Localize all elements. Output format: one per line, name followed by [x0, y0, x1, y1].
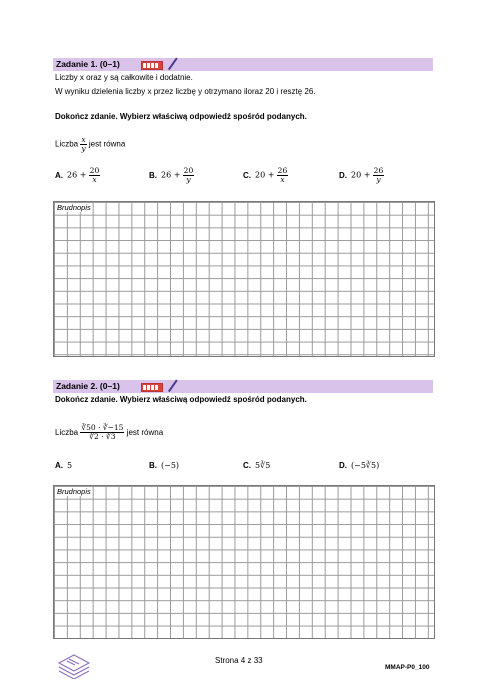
option-letter: A.	[55, 170, 63, 180]
option-value: (−5)	[161, 461, 180, 470]
cke-logo-icon	[55, 649, 93, 679]
task2-scratch-grid[interactable]	[53, 485, 435, 639]
option-letter: B.	[149, 170, 157, 180]
option-value: (−5∛5)	[351, 461, 380, 470]
task2-option-c[interactable]	[243, 461, 270, 470]
option-base: 26 +	[161, 170, 181, 180]
option-num: 26	[277, 166, 288, 175]
option-den: y	[186, 175, 191, 184]
task1-stem-fraction	[80, 136, 86, 153]
page-number: Strona 4 z 33	[215, 656, 263, 665]
option-den: x	[280, 175, 285, 184]
option-base: 20 +	[351, 170, 371, 180]
option-num: 20	[89, 166, 100, 175]
task1-option-c[interactable]	[243, 167, 288, 184]
task2-header-bar	[53, 380, 433, 393]
option-fraction	[277, 167, 289, 184]
option-base: 20 +	[255, 170, 275, 180]
option-num: 20	[183, 166, 194, 175]
option-value: 5∛5	[255, 461, 271, 470]
task2-stem-prefix: Liczba	[55, 428, 79, 437]
option-letter: B.	[149, 461, 157, 470]
option-fraction	[89, 167, 101, 184]
option-letter: D.	[339, 170, 347, 180]
task2-stem-den: ∛2 · ∛3	[89, 432, 116, 442]
scratch-label: Brudnopis	[57, 203, 91, 212]
option-letter: D.	[339, 461, 347, 470]
pencil-icon	[168, 380, 178, 393]
task1-option-b[interactable]	[149, 167, 194, 184]
task1-stem-num: x	[81, 135, 86, 144]
task1-header-bar	[53, 58, 433, 71]
task2-stem-num: ∛50 · ∛−15	[81, 423, 124, 433]
score-badge-icon	[141, 383, 163, 392]
task1-option-d[interactable]	[339, 167, 384, 184]
option-den: y	[376, 175, 381, 184]
task1-stem	[55, 136, 125, 153]
scratch-label: Brudnopis	[57, 487, 91, 496]
task1-stem-suffix: jest równa	[88, 139, 126, 149]
task1-title: Zadanie 1. (0–1)	[56, 59, 120, 69]
option-base: 26 +	[67, 170, 87, 180]
option-fraction	[373, 167, 385, 184]
option-letter: C.	[243, 461, 251, 470]
task1-stem-prefix: Liczba	[55, 139, 79, 149]
task2-stem-suffix: jest równa	[126, 428, 164, 437]
task1-option-a[interactable]	[55, 167, 100, 184]
option-letter: A.	[55, 461, 63, 470]
task1-line1: Liczby x oraz y są całkowite i dodatnie.	[55, 73, 193, 82]
task2-stem	[55, 424, 163, 442]
option-den: x	[92, 175, 97, 184]
pencil-icon	[168, 58, 178, 71]
task2-instruction: Dokończ zdanie. Wybierz właściwą odpowiedź spośród podanych.	[55, 395, 307, 404]
task1-instruction: Dokończ zdanie. Wybierz właściwą odpowiedź spośród podanych.	[55, 112, 307, 121]
option-fraction	[183, 167, 195, 184]
option-letter: C.	[243, 170, 251, 180]
task2-stem-fraction	[80, 424, 124, 441]
task2-option-a[interactable]	[55, 461, 72, 470]
task1-stem-den: y	[81, 144, 86, 153]
task1-line2: W wyniku dzielenia liczby x przez liczbę y otrzymano iloraz 20 i resztę 26.	[55, 87, 316, 96]
score-badge-icon	[141, 61, 163, 70]
task2-option-d[interactable]	[339, 461, 379, 470]
task1-scratch-grid[interactable]	[53, 201, 435, 357]
task2-title: Zadanie 2. (0–1)	[56, 381, 120, 391]
task2-option-b[interactable]	[149, 461, 179, 470]
option-num: 26	[373, 166, 384, 175]
option-value: 5	[67, 461, 73, 470]
document-code: MMAP-P0_100	[385, 664, 430, 671]
